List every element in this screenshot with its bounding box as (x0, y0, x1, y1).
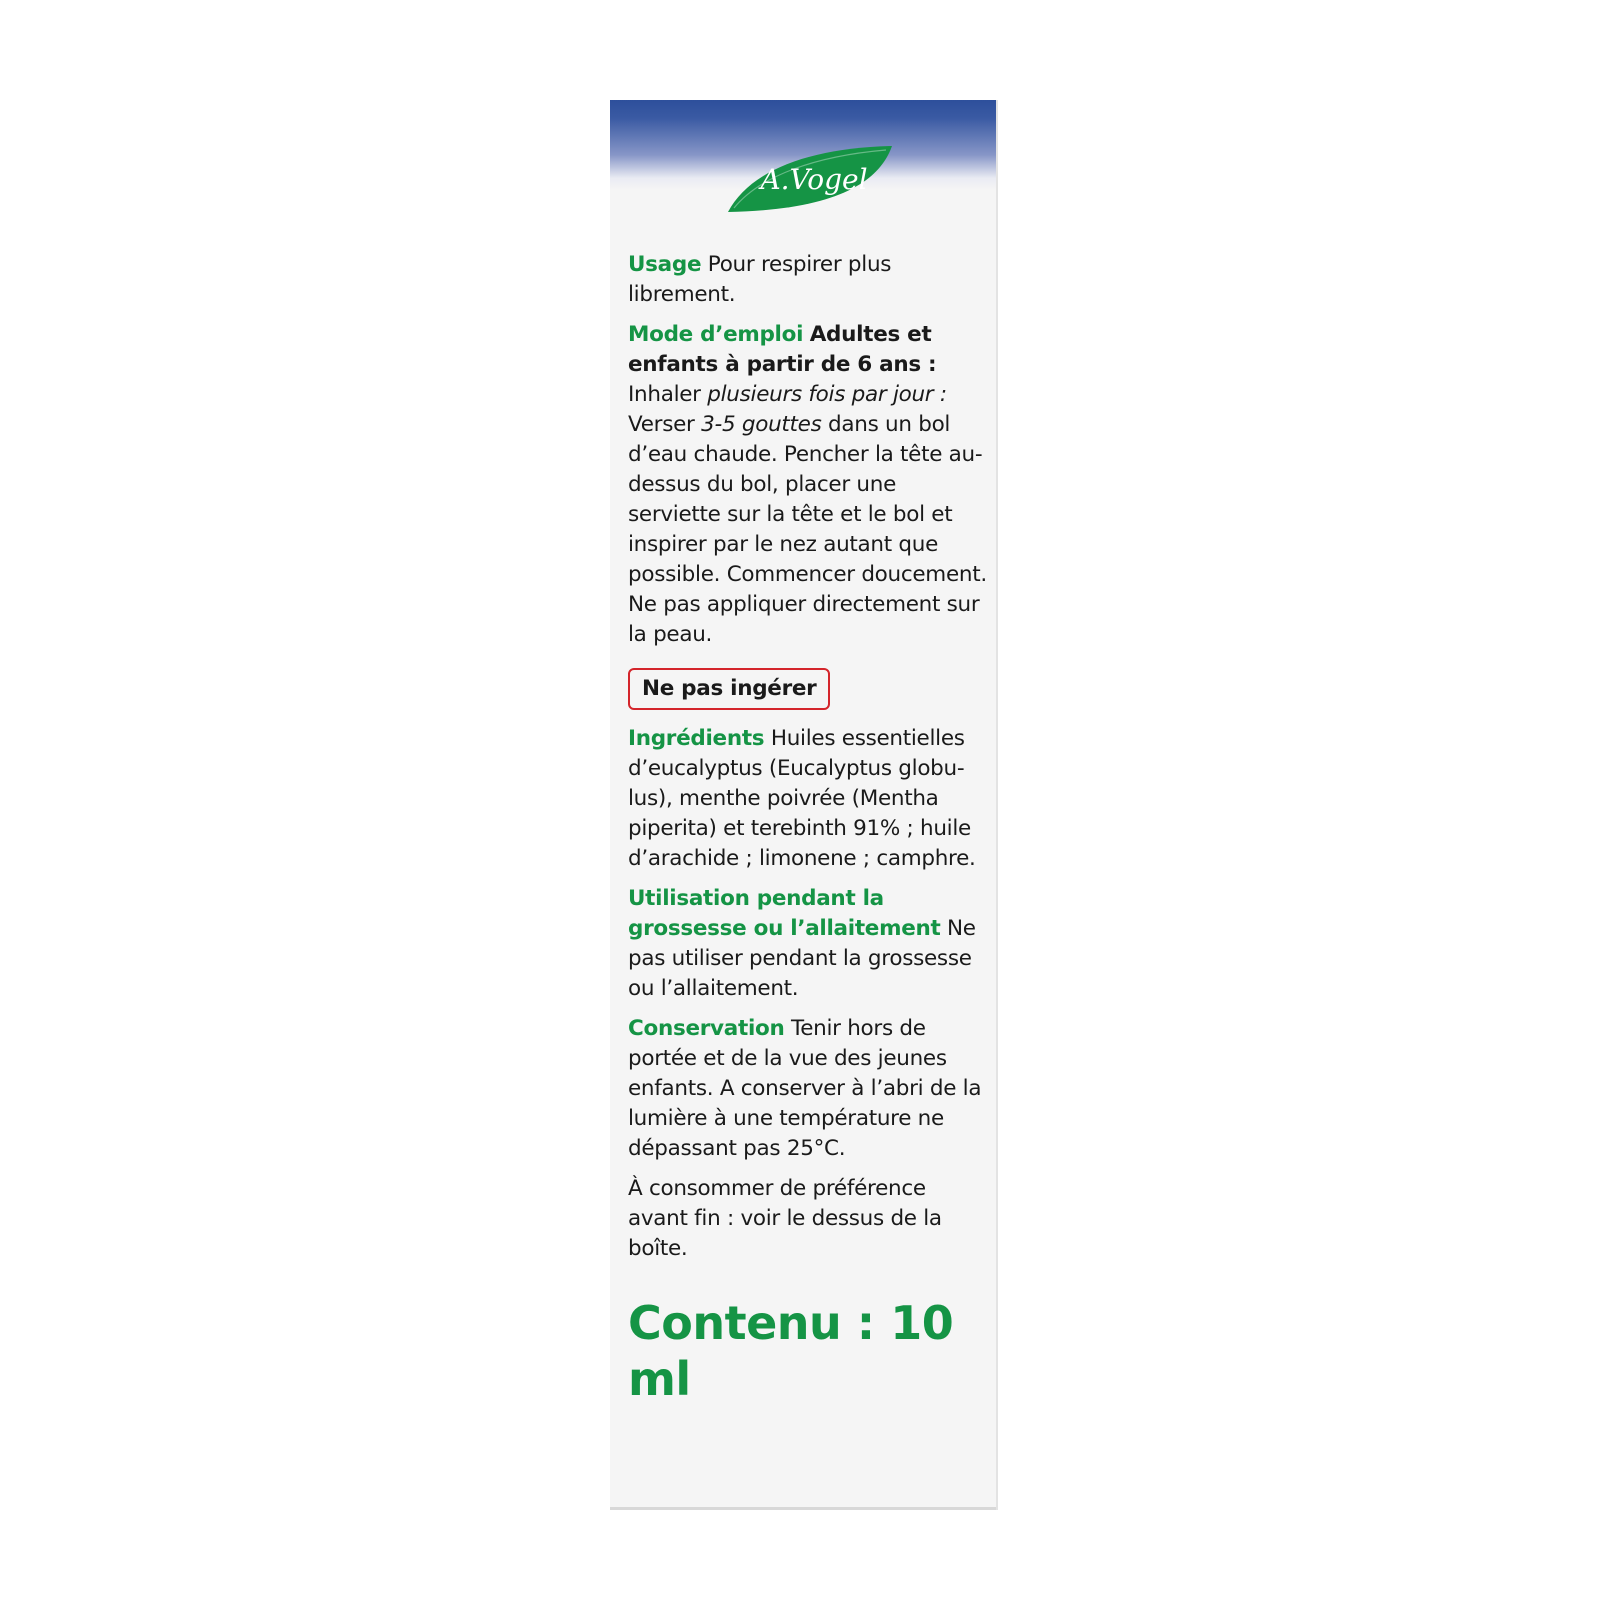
mode-text-2: Verser (628, 412, 695, 437)
usage-text: Pour respirer plus librement. (628, 252, 892, 307)
pregnancy-section (628, 884, 990, 1004)
conservation-text: Tenir hors de portée et de la vue des jeunes enfants. A conserver à l’abri de la lumière à une température ne dépassant pas 25°C. (628, 1016, 982, 1161)
pregnancy-text: Ne pas utiliser pendant la grossesse ou l’allaitement. (628, 916, 976, 1001)
usage-section (628, 250, 990, 310)
contents-volume: Contenu : 10 ml (628, 1296, 954, 1406)
mode-dose: 3-5 gouttes (701, 412, 822, 437)
pregnancy-label: Utilisation pendant la grossesse ou l’allaitement (628, 886, 941, 941)
conservation-label: Conservation (628, 1016, 785, 1041)
best-before-section (628, 1174, 990, 1264)
mode-text-3: dans un bol d’eau chaude. Pencher la tête au-dessus du bol, placer une serviette sur la tête et le bol et inspirer par le nez autant que possible. Commencer doucement. Ne pas appliquer directement sur la peau. (628, 412, 987, 647)
mode-frequency: plusieurs fois par jour : (707, 382, 947, 407)
label-text (628, 250, 990, 1274)
leaf-logo-icon (720, 140, 895, 215)
mode-audience: Adultes et enfants à partir de 6 ans : (628, 322, 937, 377)
conservation-section (628, 1014, 990, 1164)
ingredients-text: Huiles essentielles d’eucalyptus (Eucalyptus globu-lus), menthe poivrée (Mentha piperita) et terebinth 91% ; huile d’arachide ; limonene ; camphre. (628, 726, 976, 871)
ingredients-section (628, 724, 990, 874)
warning-box: Ne pas ingérer (628, 668, 830, 710)
usage-label: Usage (628, 252, 702, 277)
mode-section (628, 320, 990, 650)
mode-text-1: Inhaler (628, 382, 701, 407)
ingredients-label: Ingrédients (628, 726, 765, 751)
brand-name: A.Vogel (760, 163, 868, 196)
best-before-text: À consommer de préférence avant fin : voir le dessus de la boîte. (628, 1176, 942, 1261)
package-side-panel (610, 100, 998, 1510)
brand-logo (720, 140, 895, 215)
mode-label: Mode d’emploi (628, 322, 804, 347)
